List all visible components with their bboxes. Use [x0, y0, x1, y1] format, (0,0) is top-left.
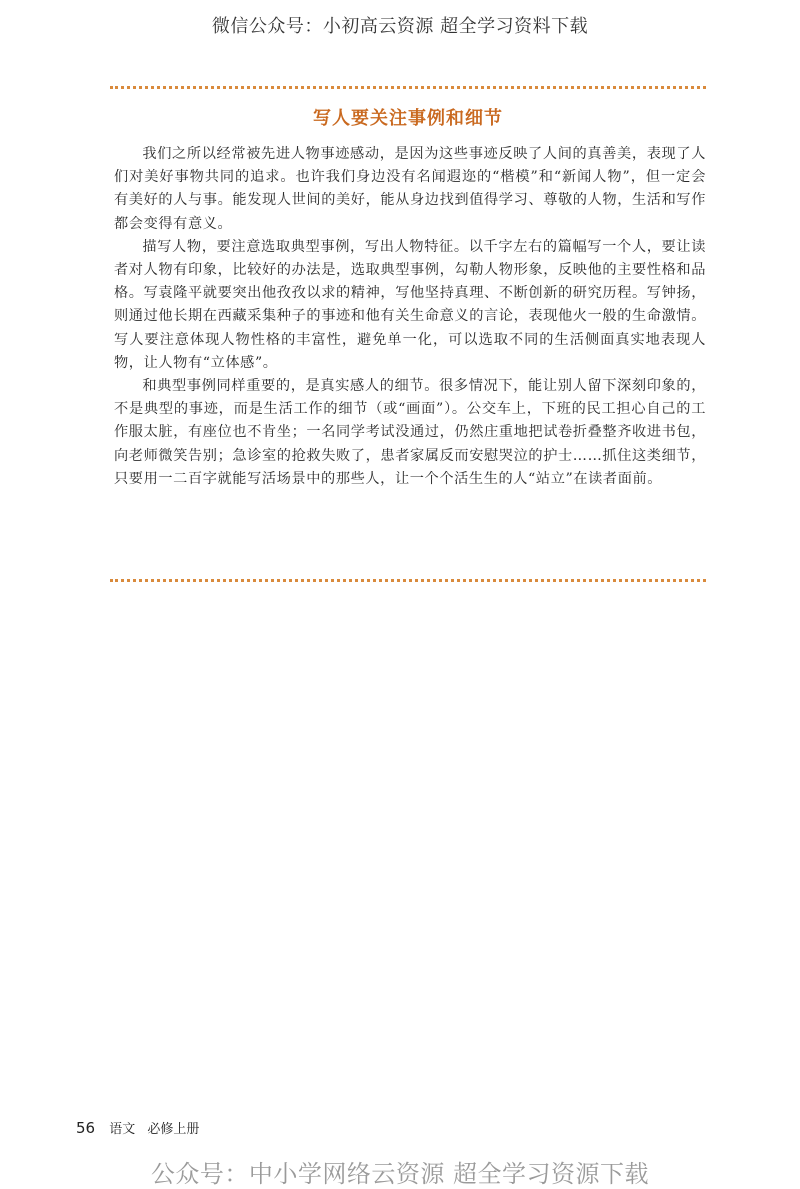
page-footer: [76, 1118, 207, 1137]
subject-name: 语文: [109, 1122, 136, 1137]
body-text: [114, 143, 706, 491]
page-number: 56: [76, 1119, 96, 1137]
volume-name: 必修上册: [147, 1122, 200, 1137]
header-watermark: 微信公众号：小初高云资源 超全学习资料下载: [211, 16, 589, 37]
bottom-dotted-divider: [110, 579, 706, 582]
paragraph-2: 描写人物，要注意选取典型事例，写出人物特征。以千字左右的篇幅写一个人，要让读者对人物有印象，比较好的办法是，选取典型事例，勾勒人物形象，反映他的主要性格和品格。写袁隆平就要突出他孜孜以求的精神，写他坚持真理、不断创新的研究历程。写钟扬，则通过他长期在西藏采集种子的事迹和他有关生命意义的言论，表现他火一般的生命激情。写人要注意体现人物性格的丰富性，避免单一化，可以选取不同的生活侧面真实地表现人物，让人物有“立体感”。: [114, 238, 706, 371]
section-title: 写人要关注事例和细节: [313, 108, 503, 129]
paragraph-3: 和典型事例同样重要的，是真实感人的细节。很多情况下，能让别人留下深刻印象的，不是典型的事迹，而是生活工作的细节（或“画面”）。公交车上，下班的民工担心自己的工作服太脏，有座位也不肯坐；一名同学考试没通过，仍然庄重地把试卷折叠整齐收进书包，向老师微笑告别；急诊室的抢救失败了，患者家属反而安慰哭泣的护士……抓住这类细节，只要用一二百字就能写活场景中的那些人，让一个个活生生的人“站立”在读者面前。: [114, 378, 706, 487]
paragraph-1: 我们之所以经常被先进人物事迹感动，是因为这些事迹反映了人间的真善美，表现了人们对美好事物共同的追求。也许我们身边没有名闻遐迩的“楷模”和“新闻人物”，但一定会有美好的人与事。能发现人世间的美好，能从身边找到值得学习、尊敬的人物，生活和写作都会变得有意义。: [114, 146, 706, 232]
footer-watermark: 公众号：中小学网络云资源 超全学习资源下载: [150, 1160, 650, 1188]
top-dotted-divider: [110, 86, 706, 89]
